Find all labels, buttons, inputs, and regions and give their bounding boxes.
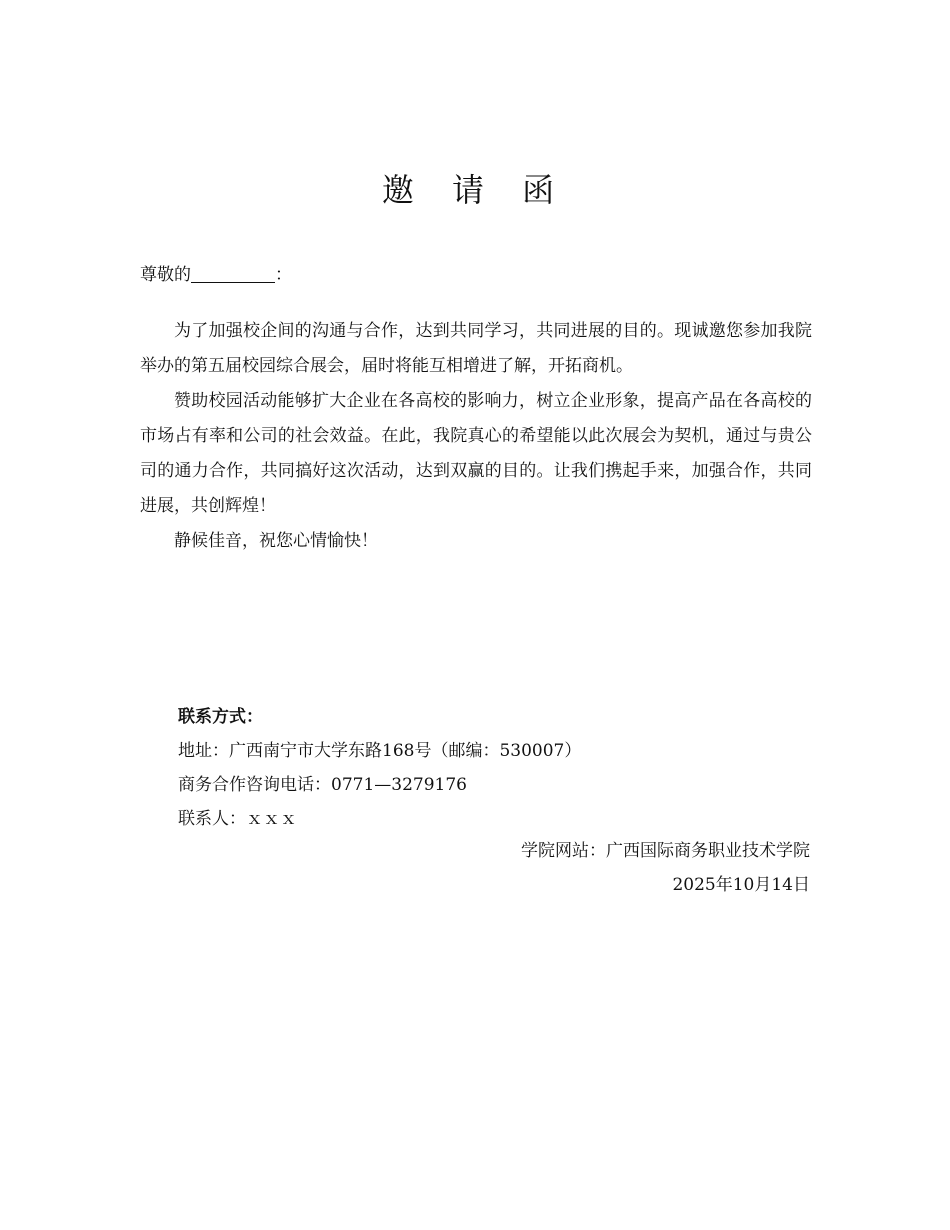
letter-title: 邀 请 函: [381, 171, 569, 209]
college-website: 学院网站：广西国际商务职业技术学院: [521, 841, 810, 861]
contact-block: [178, 700, 581, 836]
letter-date: 2025年10月14日: [672, 875, 810, 895]
signoff-block: [521, 834, 810, 902]
contact-address: 地址：广西南宁市大学东路168号（邮编：530007）: [178, 741, 582, 761]
salutation-prefix: 尊敬的: [140, 265, 191, 285]
body-paragraph: 静候佳音，祝您心情愉快！: [174, 531, 378, 551]
body-paragraph: 为了加强校企间的沟通与合作，达到共同学习，共同进展的目的。现诚邀您参加我院举办的第五届校园综合展会，届时将能互相增进了解，开拓商机。: [140, 321, 812, 376]
recipient-blank-line: [191, 264, 275, 283]
contact-heading: 联系方式：: [178, 707, 263, 727]
contact-phone: 商务合作咨询电话：0771—3279176: [178, 775, 467, 795]
salutation-suffix: ：: [275, 265, 292, 285]
contact-person: 联系人：ｘｘｘ: [178, 809, 297, 829]
letter-body: [140, 314, 812, 559]
body-paragraph: 赞助校园活动能够扩大企业在各高校的影响力，树立企业形象，提高产品在各高校的市场占有率和公司的社会效益。在此，我院真心的希望能以此次展会为契机，通过与贵公司的通力合作，共同搞好这次活动，达到双赢的目的。让我们携起手来，加强合作，共同进展，共创辉煌！: [140, 391, 812, 516]
salutation: [140, 258, 812, 293]
